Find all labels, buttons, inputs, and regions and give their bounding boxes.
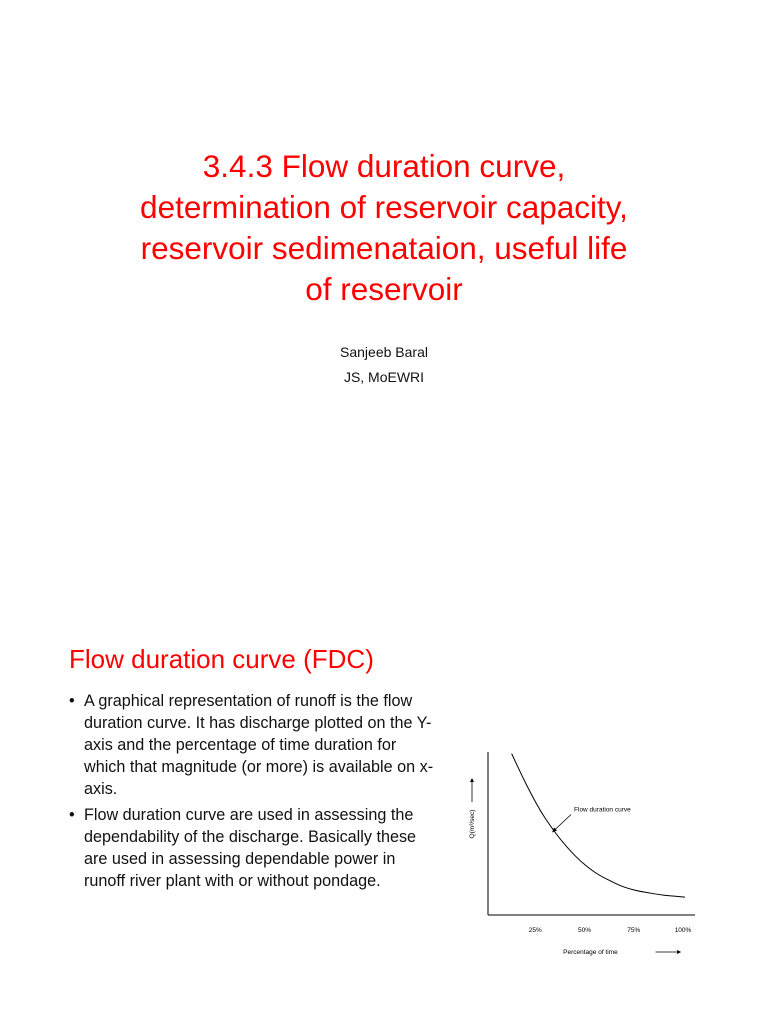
chart-svg <box>455 737 705 962</box>
y-axis-arrow-head <box>470 778 474 782</box>
title-line-3: reservoir sedimenataion, useful life <box>140 230 628 266</box>
annotation-pointer <box>554 815 571 831</box>
x-tick-label: 50% <box>577 927 592 934</box>
flow-duration-chart <box>455 737 705 962</box>
x-tick-labels <box>529 927 692 934</box>
bullet-text: A graphical representation of runoff is the flow duration curve. It has discharge plotted on the Y-axis and the percentage of time duration for which that magnitude (or more) is available on x-axis. <box>84 692 434 798</box>
flow-duration-curve-line <box>512 754 685 897</box>
bullet-text: Flow duration curve are used in assessing the dependability of the discharge. Basically these are used in assessing dependable power in runoff river plant with or without pondage. <box>84 806 417 890</box>
bullet-marker: • <box>69 692 75 710</box>
presentation-title <box>60 146 708 310</box>
bullet-marker: • <box>69 806 75 824</box>
title-line-1: 3.4.3 Flow duration curve, <box>202 148 566 184</box>
title-line-4: of reservoir <box>305 271 463 307</box>
x-tick-label: 25% <box>528 927 542 934</box>
title-line-2: determination of reservoir capacity, <box>140 189 628 225</box>
author-name: Sanjeeb Baral <box>340 344 428 360</box>
bullet-item-definition <box>69 690 439 800</box>
y-axis-label: Q(m³/sec) <box>469 809 476 839</box>
bullet-item-usage <box>69 804 439 892</box>
x-axis-label: Percentage of time <box>563 949 618 956</box>
section-heading: Flow duration curve (FDC) <box>69 644 374 674</box>
x-tick-label: 75% <box>627 927 641 934</box>
author-role: JS, MoEWRI <box>343 369 425 385</box>
annotation-label: Flow duration curve <box>574 806 631 814</box>
fdc-slide <box>0 512 768 1024</box>
bullet-list <box>69 690 439 896</box>
x-axis-arrow-head <box>677 950 681 954</box>
x-tick-label: 100% <box>674 927 692 934</box>
